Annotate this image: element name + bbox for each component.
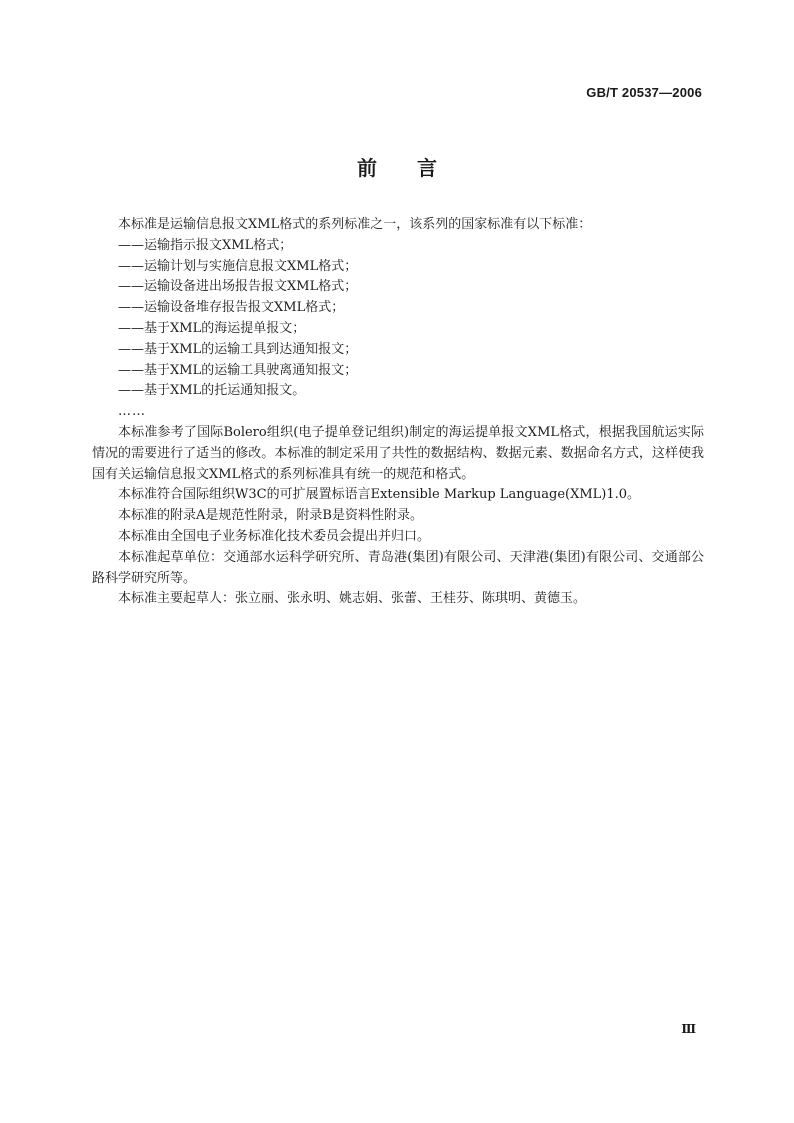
document-body <box>92 215 704 610</box>
list-item: ——运输设备堆存报告报文XML格式； <box>118 300 345 316</box>
list-item: ——运输指示报文XML格式； <box>118 237 293 253</box>
list-ellipsis: …… <box>118 404 146 420</box>
paragraph-proposer: 本标准由全国电子业务标准化技术委员会提出并归口。 <box>118 528 431 544</box>
paragraph-reference: 本标准参考了国际Bolero组织(电子提单登记组织)制定的海运提单报文XML格式，根据我国航运实际情况的需要进行了适当的修改。本标准的制定采用了共性的数据结构、数据元素、数据命名方式，这样使我国有关运输信息报文XML格式的系列标准具有统一的规范和格式。 <box>92 424 704 482</box>
list-item: ——基于XML的托运通知报文。 <box>118 383 306 399</box>
list-item: ——运输设备进出场报告报文XML格式； <box>118 279 358 295</box>
paragraph-annex: 本标准的附录A是规范性附录，附录B是资料性附录。 <box>118 508 423 524</box>
list-item: ——基于XML的海运提单报文； <box>118 320 306 336</box>
page-title: 前言 <box>357 156 477 180</box>
intro-paragraph: 本标准是运输信息报文XML格式的系列标准之一，该系列的国家标准有以下标准： <box>118 217 592 232</box>
page-number: Ⅲ <box>681 1022 696 1036</box>
list-item: ——基于XML的运输工具驶离通知报文； <box>118 362 358 378</box>
list-item: ——运输计划与实施信息报文XML格式； <box>118 258 358 274</box>
list-item: ——基于XML的运输工具到达通知报文； <box>118 341 358 357</box>
paragraph-drafting-units: 本标准起草单位：交通部水运科学研究所、青岛港(集团)有限公司、天津港(集团)有限公司、交通部公路科学研究所等。 <box>92 549 704 586</box>
standard-code: GB/T 20537—2006 <box>586 85 702 100</box>
paragraph-conformance: 本标准符合国际组织W3C的可扩展置标语言Extensible Markup Language(XML)1.0。 <box>118 487 641 503</box>
paragraph-drafters: 本标准主要起草人：张立丽、张永明、姚志娟、张蕾、王桂芬、陈琪明、黄德玉。 <box>118 591 587 607</box>
